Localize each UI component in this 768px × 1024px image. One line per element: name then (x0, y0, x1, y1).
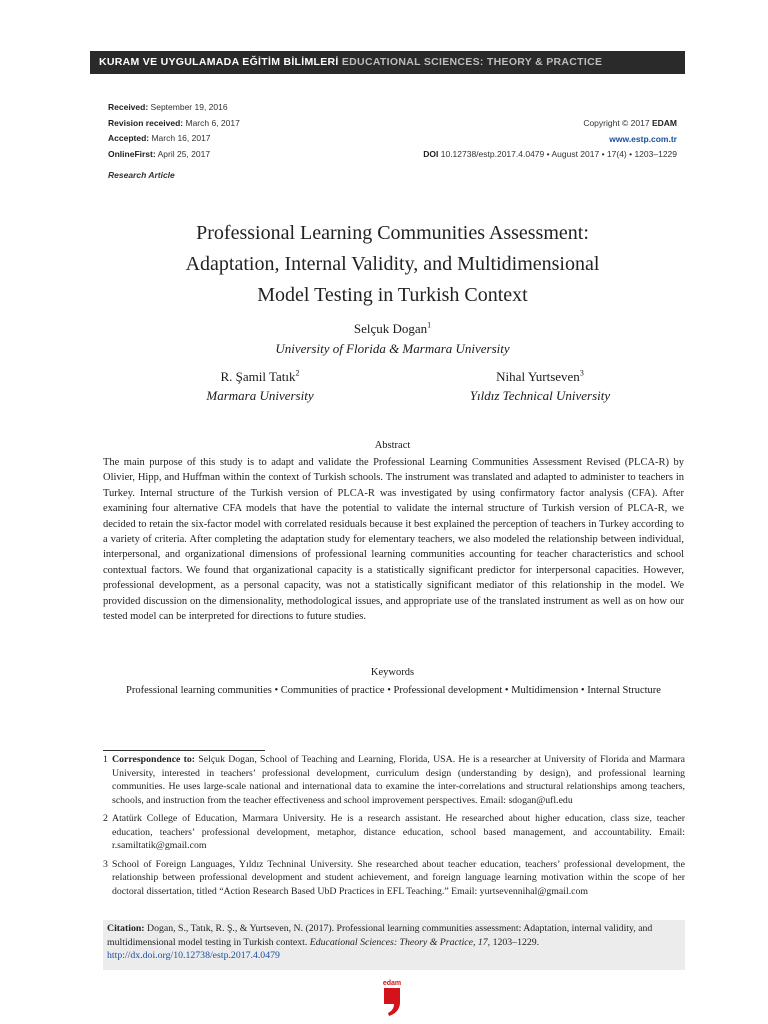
footnote: 3 School of Foreign Languages, Yıldız Techninal University. She researched about teacher education, teachers’ professional development, the relationship between professional development and student achievement, and foreign language learning motivation within the scope of her doctoral dissertation, titled “Action Research Based UbD Practices in EFL Teaching.” Email: yurtsevennihal@gmail.com (103, 858, 685, 897)
author-2: R. Şamil Tatık$^2$ (220, 368, 300, 384)
doi-line: DOI 10.12738/estp.2017.4.0479 • August 2017 • 17(4) • 1203–1229 (423, 149, 677, 159)
article-dates (108, 100, 240, 162)
article-type: Research Article (108, 170, 175, 180)
footnote: 1 Correspondence to: Selçuk Dogan, School of Teaching and Learning, Florida, USA. He is a researcher at University of Florida and Marmara University, interested in teachers’ professional development, curriculum design (understanding by design), and professional learning communities. He uses large-scale national and international data to examine the inter-correlations and structural relationships among teachers, schools, and instruction from the teacher effectiveness and school improvement perspectives. Email: sdogan@ufl.edu (103, 754, 686, 806)
title-line: Professional Learning Communities Assessment: (196, 222, 589, 244)
citation-label: Citation: (107, 923, 145, 934)
title-line: Model Testing in Turkish Context (257, 284, 528, 306)
citation-box (103, 920, 685, 970)
footnote-divider (103, 750, 265, 751)
abstract-heading: Abstract (374, 440, 411, 451)
citation-journal: Educational Sciences: Theory & Practice, 17, (309, 936, 491, 948)
abstract-text: The main purpose of this study is to adapt and validate the Professional Learning Communities Assessment Revised (PLCA-R) by Olivier, Hipp, and Huffman within the context of Turkish schools. The instrument was translated and adapted to administer to teachers in Turkey. Internal structure of the Turkish version of PLCA-R was investigated by using confirmatory factor analysis (CFA). After examining four alternative CFA models that have the potential to validate the internal structure of Turkish version of PLCA-R, we decided to retain the six-factor model with correlated residuals because it best explained the perception of teachers in Turkey according to a variety of criteria. After completing the adaptation study for elementary teachers, we also modeled the relationship between individual, interpersonal, and organizational dimensions of professional learning communities accounting for teacher characteristics and school contextual factors. We found that organizational capacity is a statistically significant predictor for interpersonal capacities. However, professional development, as a personal capacity, was not a statistically significant mediator of this relationship in the model. We provided discussion on the dimensionality, methodological issues, and appropriate use of the translated instrument as well as on how our tested model can be interpreted for directions to future studies. (103, 457, 684, 623)
journal-title-en: EDUCATIONAL SCIENCES: THEORY & PRACTICE (341, 56, 603, 68)
journal-banner (90, 51, 685, 74)
accepted-date: Accepted: March 16, 2017 (108, 133, 211, 143)
revision-date: Revision received: March 6, 2017 (108, 117, 240, 128)
author-3: Nihal Yurtseven$^3$ (496, 368, 584, 384)
journal-title-tr: KURAM VE UYGULAMADA EĞİTİM BİLİMLERİ (99, 56, 339, 68)
affiliation-1: University of Florida & Marmara University (275, 341, 510, 356)
edam-logo-text: edam (382, 980, 402, 987)
citation-pages: 1203–1229. (490, 936, 540, 948)
received-date: Received: September 19, 2016 (108, 102, 228, 112)
author-1: Selçuk Dogan$^1$ (353, 320, 432, 336)
online-first-date: OnlineFirst: April 25, 2017 (108, 148, 211, 159)
footnotes (103, 753, 685, 903)
edam-logo (380, 978, 404, 1018)
citation-doi-link[interactable]: http://dx.doi.org/10.12738/estp.2017.4.0479 (107, 950, 280, 961)
copyright-line: Copyright © 2017 EDAM (583, 118, 677, 128)
keywords-heading: Keywords (370, 667, 415, 678)
title-line: Adaptation, Internal Validity, and Multidimensional (185, 253, 600, 275)
affiliation-2: Marmara University (206, 388, 314, 403)
publication-info (423, 116, 677, 163)
article-title (100, 218, 685, 311)
edam-logo-mark (384, 988, 400, 1016)
keywords-text: Professional learning communities • Communities of practice • Professional development • Multidimension • Internal Structure (126, 685, 661, 696)
citation-text: Dogan, S., Tatık, R. Ş., & Yurtseven, N. (2017). Professional learning communities assessment: Adaptation, internal validity, and multidimensional model testing in Turkish context. (107, 923, 653, 948)
journal-url[interactable]: www.estp.com.tr (609, 133, 677, 144)
footnote: 2 Atatürk College of Education, Marmara University. He is a research assistant. He researched about higher education, class size, teacher education, teachers’ professional development, metaphor, distance education, school based management, and accountability. Email: r.samiltatik@gmail.com (103, 813, 685, 851)
affiliation-3: Yıldız Technical University (469, 388, 611, 403)
